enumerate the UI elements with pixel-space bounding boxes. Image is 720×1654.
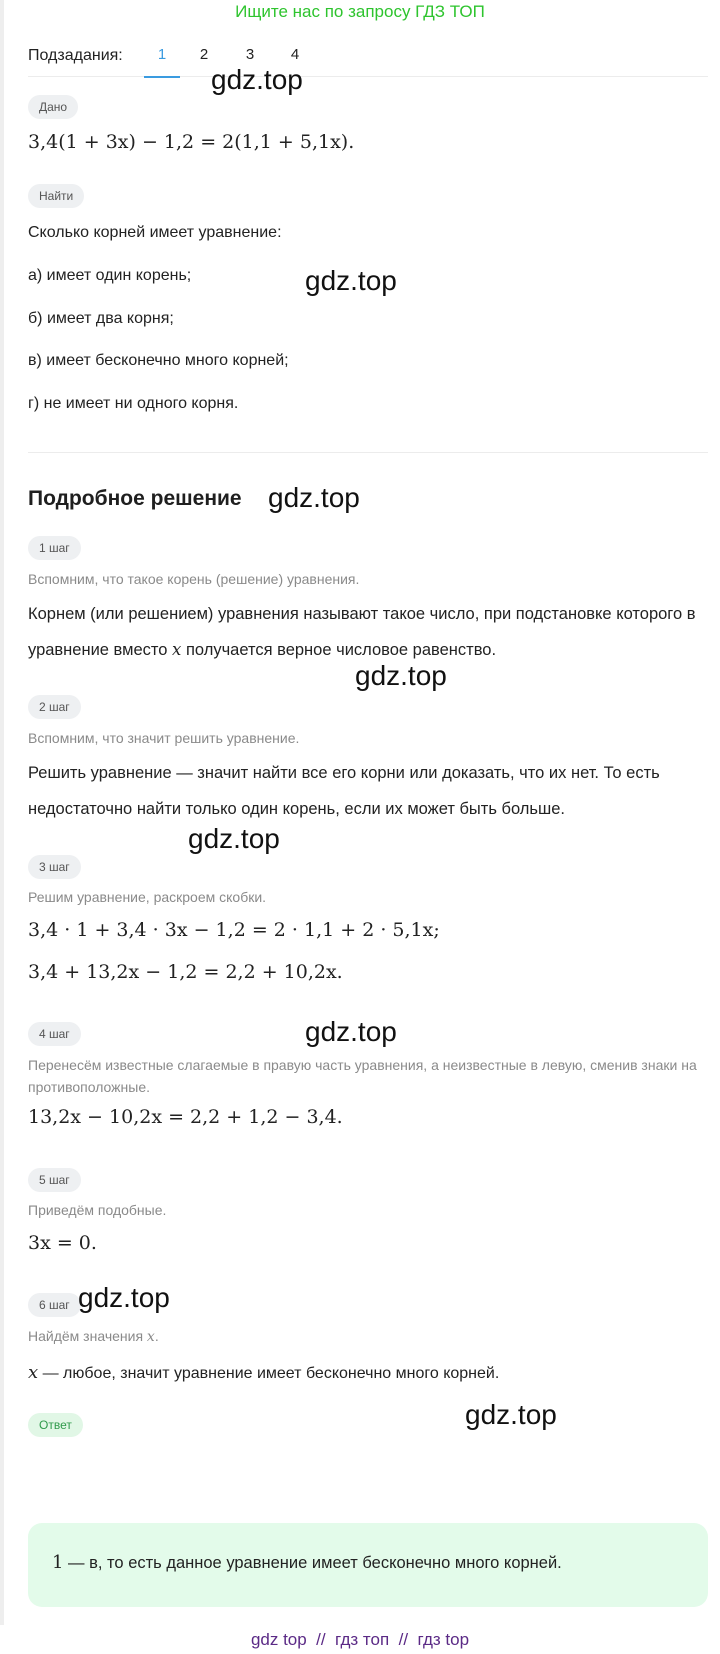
step-1-hint: Вспомним, что такое корень (решение) уравнения. — [28, 571, 360, 587]
option-b: б) имеет два корня; — [28, 310, 174, 327]
tab-subtask-4[interactable]: 4 — [290, 46, 300, 63]
step-3-equation-2: 3,4 + 13,2x − 1,2 = 2,2 + 10,2x. — [28, 961, 343, 983]
subtasks-label: Подзадания: — [28, 47, 123, 64]
option-a: а) имеет один корень; — [28, 267, 192, 284]
step-6-text: x — любое, значит уравнение имеет бесконечно много корней. — [28, 1362, 500, 1383]
tab-subtask-1[interactable]: 1 — [144, 46, 180, 78]
step-3-equation-1: 3,4 · 1 + 3,4 · 3x − 1,2 = 2 · 1,1 + 2 · 5,1x; — [28, 919, 440, 941]
given-pill: Дано — [28, 95, 78, 119]
given-equation: 3,4(1 + 3x) − 1,2 = 2(1,1 + 5,1x). — [28, 131, 355, 153]
subtasks-bar — [28, 44, 708, 77]
option-d: г) не имеет ни одного корня. — [28, 395, 239, 412]
answer-pill: Ответ — [28, 1413, 83, 1437]
answer-box — [28, 1523, 708, 1607]
tab-subtask-3[interactable]: 3 — [245, 46, 255, 63]
footer-links[interactable]: gdz top // гдз топ // гдз top — [250, 1630, 470, 1649]
step-5-equation: 3x = 0. — [28, 1232, 97, 1254]
step-1-pill: 1 шаг — [28, 536, 81, 560]
watermark: gdz.top — [268, 482, 360, 513]
step-3-pill: 3 шаг — [28, 855, 81, 879]
watermark: gdz.top — [78, 1282, 170, 1313]
step-3-hint: Решим уравнение, раскроем скобки. — [28, 889, 267, 905]
watermark: gdz.top — [465, 1399, 557, 1430]
find-pill: Найти — [28, 184, 84, 208]
answer-text: 1 — в, то есть данное уравнение имеет бесконечно много корней. — [52, 1552, 562, 1573]
step-4-equation: 13,2x − 10,2x = 2,2 + 1,2 − 3,4. — [28, 1106, 343, 1128]
step-2-text: Решить уравнение — значит найти все его корни или доказать, что их нет. То есть недостаточно найти только один корень, если их может быть больше. — [28, 764, 660, 818]
step-6-pill: 6 шаг — [28, 1293, 81, 1317]
left-border — [0, 0, 4, 1625]
step-4-hint: Перенесём известные слагаемые в правую часть уравнения, а неизвестные в левую, сменив знаки на противоположные. — [28, 1057, 697, 1095]
option-c: в) имеет бесконечно много корней; — [28, 352, 289, 369]
step-2-pill: 2 шаг — [28, 695, 81, 719]
find-question: Сколько корней имеет уравнение: — [28, 224, 282, 241]
watermark: gdz.top — [355, 660, 447, 691]
tab-subtask-2[interactable]: 2 — [199, 46, 209, 63]
step-5-hint: Приведём подобные. — [28, 1202, 167, 1218]
watermark: gdz.top — [305, 265, 397, 296]
step-2-hint: Вспомним, что значит решить уравнение. — [28, 730, 300, 746]
step-4-pill: 4 шаг — [28, 1022, 81, 1046]
search-banner[interactable]: Ищите нас по запросу ГДЗ ТОП — [235, 2, 485, 21]
step-1-text: Корнем (или решением) уравнения называют такое число, при подстановке которого в уравнение вместо x получается верное числовое равенство. — [28, 605, 696, 659]
section-divider — [28, 452, 708, 453]
solution-title: Подробное решение — [28, 487, 242, 510]
watermark: gdz.top — [188, 823, 280, 854]
step-6-hint: Найдём значения x. — [28, 1328, 159, 1345]
watermark: gdz.top — [211, 64, 303, 95]
watermark: gdz.top — [305, 1016, 397, 1047]
step-5-pill: 5 шаг — [28, 1168, 81, 1192]
